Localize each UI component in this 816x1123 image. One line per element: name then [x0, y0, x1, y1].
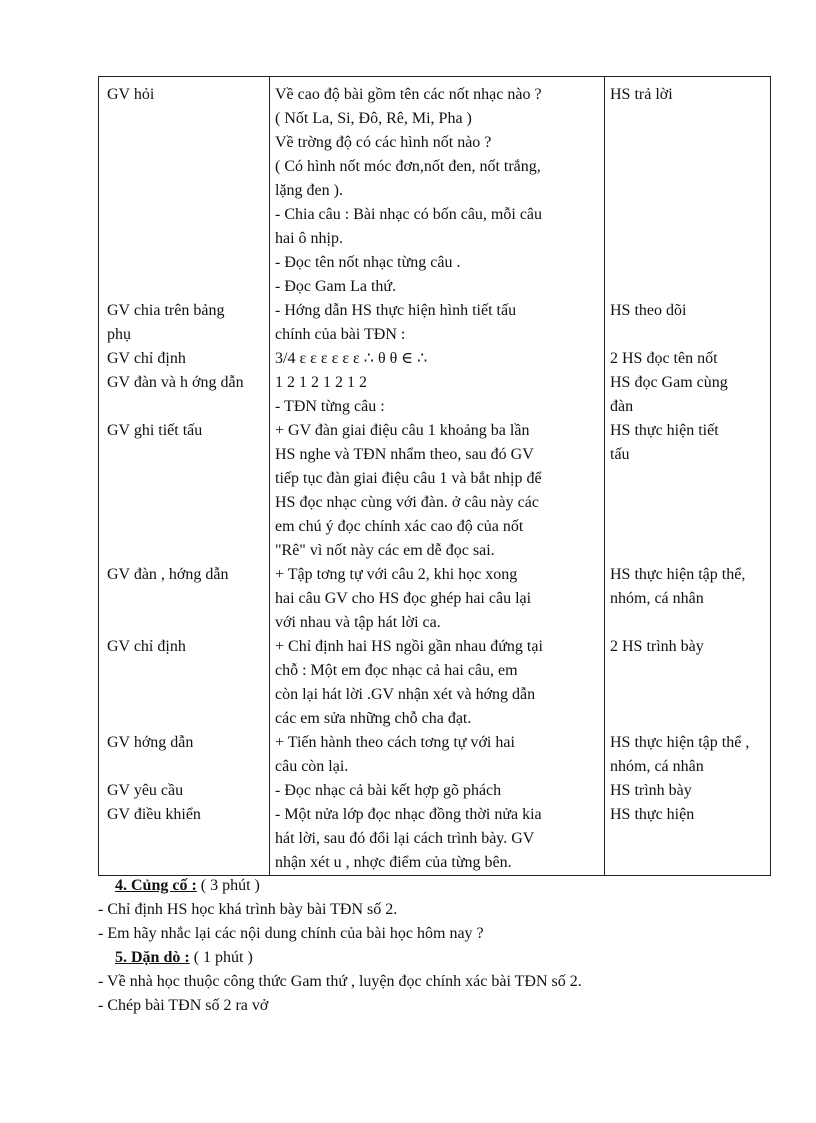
- lesson-notes: [98, 874, 775, 1018]
- col3-line: HS thực hiện: [610, 806, 695, 823]
- student-activity-column: [605, 77, 771, 876]
- col1-line: [107, 443, 269, 467]
- homework-line: - Về nhà học thuộc công thức Gam thứ , luyện đọc chính xác bài TĐN số 2.: [98, 973, 582, 990]
- col2-line: với nhau và tập hát lời ca.: [275, 614, 441, 631]
- col3-line: [610, 707, 770, 731]
- col2-line: - Đọc tên nốt nhạc từng câu .: [275, 254, 461, 271]
- col3-line: [610, 227, 770, 251]
- col2-line: - Đọc nhạc cả bài kết hợp gõ phách: [275, 782, 502, 799]
- col3-line: [610, 323, 770, 347]
- col3-line: nhóm, cá nhân: [610, 590, 704, 607]
- col3-line: [610, 131, 770, 155]
- col1-line: [107, 155, 269, 179]
- col1-line: [107, 395, 269, 419]
- col2-line: + Tập tơng tự với câu 2, khi học xong: [275, 566, 518, 583]
- col3-line: [610, 515, 770, 539]
- col3-line: [610, 107, 770, 131]
- col2-line: chỗ : Một em đọc nhạc cả hai câu, em: [275, 662, 518, 679]
- col1-line: [107, 179, 269, 203]
- col3-line: HS trả lời: [610, 86, 673, 103]
- col1-line: GV chia trên bảng: [107, 302, 225, 319]
- col3-line: [610, 179, 770, 203]
- homework-heading: 5. Dặn dò :: [115, 949, 190, 966]
- col2-line: + GV đàn giai điệu câu 1 khoảng ba lần: [275, 422, 530, 439]
- col1-line: GV chỉ định: [107, 638, 186, 655]
- consolidate-line: - Em hãy nhắc lại các nội dung chính của bài học hôm nay ?: [98, 925, 484, 942]
- lesson-activity-table: [98, 76, 771, 876]
- col1-line: [107, 827, 269, 851]
- col2-line: + Chỉ định hai HS ngồi gần nhau đứng tại: [275, 638, 543, 655]
- col2-line: - Hớng dẫn HS thực hiện hình tiết tấu: [275, 302, 517, 319]
- col3-line: HS thực hiện tập thể,: [610, 566, 746, 583]
- col1-line: phụ: [107, 326, 131, 343]
- col3-line: 2 HS đọc tên nốt: [610, 350, 718, 367]
- col1-line: [107, 227, 269, 251]
- col3-line: HS trình bày: [610, 782, 692, 799]
- col1-line: [107, 611, 269, 635]
- col3-line: 2 HS trình bày: [610, 638, 704, 655]
- col1-line: [107, 131, 269, 155]
- col1-line: [107, 251, 269, 275]
- col3-line: HS theo dõi: [610, 302, 687, 319]
- col2-line: nhận xét u , nhợc điểm của từng bên.: [275, 854, 512, 871]
- col2-line: tiếp tục đàn giai điệu câu 1 và bắt nhịp để: [275, 470, 542, 487]
- consolidate-heading-line: [115, 874, 775, 898]
- col3-line: tấu: [610, 446, 630, 463]
- col1-line: [107, 515, 269, 539]
- consolidate-line: - Chỉ định HS học khá trình bày bài TĐN số 2.: [98, 901, 398, 918]
- col1-line: [107, 683, 269, 707]
- col1-line: GV yêu cầu: [107, 782, 184, 799]
- col2-line: hai ô nhịp.: [275, 230, 343, 247]
- col1-line: GV ghi tiết tấu: [107, 422, 203, 439]
- col3-line: HS thực hiện tiết: [610, 422, 719, 439]
- content-lines: [275, 77, 604, 875]
- col3-line: [610, 659, 770, 683]
- col2-line: "Rê" vì nốt này các em dễ đọc sai.: [275, 542, 495, 559]
- col3-line: đàn: [610, 398, 634, 415]
- col1-line: [107, 467, 269, 491]
- col1-line: [107, 755, 269, 779]
- col3-line: HS thực hiện tập thể ,: [610, 734, 750, 751]
- homework-heading-line: [115, 946, 775, 970]
- col2-line: + Tiến hành theo cách tơng tự với hai: [275, 734, 515, 751]
- col3-line: HS đọc Gam cùng: [610, 374, 728, 391]
- content-column: [270, 77, 605, 876]
- col2-line: hai câu GV cho HS đọc ghép hai câu lại: [275, 590, 532, 607]
- col1-line: [107, 707, 269, 731]
- col1-line: GV hỏi: [107, 86, 155, 103]
- col1-line: [107, 203, 269, 227]
- col1-line: [107, 107, 269, 131]
- consolidate-heading: 4. Củng cố :: [115, 877, 197, 894]
- col2-line: 3/4 ε ε ε ε ε ε ∴ θ θ ∈ ∴: [275, 350, 428, 367]
- col1-line: [107, 587, 269, 611]
- col2-line: em chú ý đọc chính xác cao độ của nốt: [275, 518, 524, 535]
- col1-line: [107, 491, 269, 515]
- col1-line: [107, 851, 269, 875]
- col3-line: [610, 467, 770, 491]
- col2-line: - TĐN từng câu :: [275, 398, 385, 415]
- col2-line: hát lời, sau đó đổi lại cách trình bày. GV: [275, 830, 535, 847]
- col2-line: HS nghe và TĐN nhẩm theo, sau đó GV: [275, 446, 534, 463]
- col3-line: [610, 275, 770, 299]
- col2-line: lặng đen ).: [275, 182, 343, 199]
- table-row: [99, 77, 771, 876]
- col3-line: nhóm, cá nhân: [610, 758, 704, 775]
- col1-line: [107, 659, 269, 683]
- col3-line: [610, 851, 770, 875]
- col2-line: Về cao độ bài gồm tên các nốt nhạc nào ?: [275, 86, 542, 103]
- col1-line: GV đàn và h ớng dẫn: [107, 374, 244, 391]
- col1-line: GV hớng dẫn: [107, 734, 194, 751]
- col2-line: 1 2 1 2 1 2 1 2: [275, 374, 367, 391]
- teacher-activity-lines: [107, 77, 269, 875]
- col2-line: câu còn lại.: [275, 758, 349, 775]
- col3-line: [610, 203, 770, 227]
- col1-line: [107, 275, 269, 299]
- col3-line: [610, 611, 770, 635]
- col2-line: - Một nửa lớp đọc nhạc đồng thời nửa kia: [275, 806, 542, 823]
- consolidate-time: ( 3 phút ): [196, 877, 260, 894]
- col1-line: GV đàn , hớng dẫn: [107, 566, 229, 583]
- col1-line: GV điều khiển: [107, 806, 201, 823]
- teacher-activity-column: [99, 77, 270, 876]
- col1-line: [107, 539, 269, 563]
- col1-line: GV chỉ định: [107, 350, 186, 367]
- col2-line: Về trờng độ có các hình nốt nào ?: [275, 134, 492, 151]
- col3-line: [610, 491, 770, 515]
- col3-line: [610, 827, 770, 851]
- col2-line: các em sửa những chỗ cha đạt.: [275, 710, 472, 727]
- col3-line: [610, 251, 770, 275]
- col3-line: [610, 683, 770, 707]
- col3-line: [610, 539, 770, 563]
- col2-line: - Chia câu : Bài nhạc có bốn câu, mỗi câu: [275, 206, 543, 223]
- col2-line: chính của bài TĐN :: [275, 326, 406, 343]
- col2-line: ( Nốt La, Si, Đô, Rê, Mi, Pha ): [275, 110, 472, 127]
- col2-line: HS đọc nhạc cùng với đàn. ở câu này các: [275, 494, 539, 511]
- col2-line: còn lại hát lời .GV nhận xét và hớng dẫn: [275, 686, 536, 703]
- col3-line: [610, 155, 770, 179]
- homework-time: ( 1 phút ): [189, 949, 253, 966]
- student-activity-lines: [610, 77, 770, 875]
- col2-line: ( Có hình nốt móc đơn,nốt đen, nốt trắng,: [275, 158, 541, 175]
- homework-line: - Chép bài TĐN số 2 ra vở: [98, 997, 269, 1014]
- col2-line: - Đọc Gam La thứ.: [275, 278, 397, 295]
